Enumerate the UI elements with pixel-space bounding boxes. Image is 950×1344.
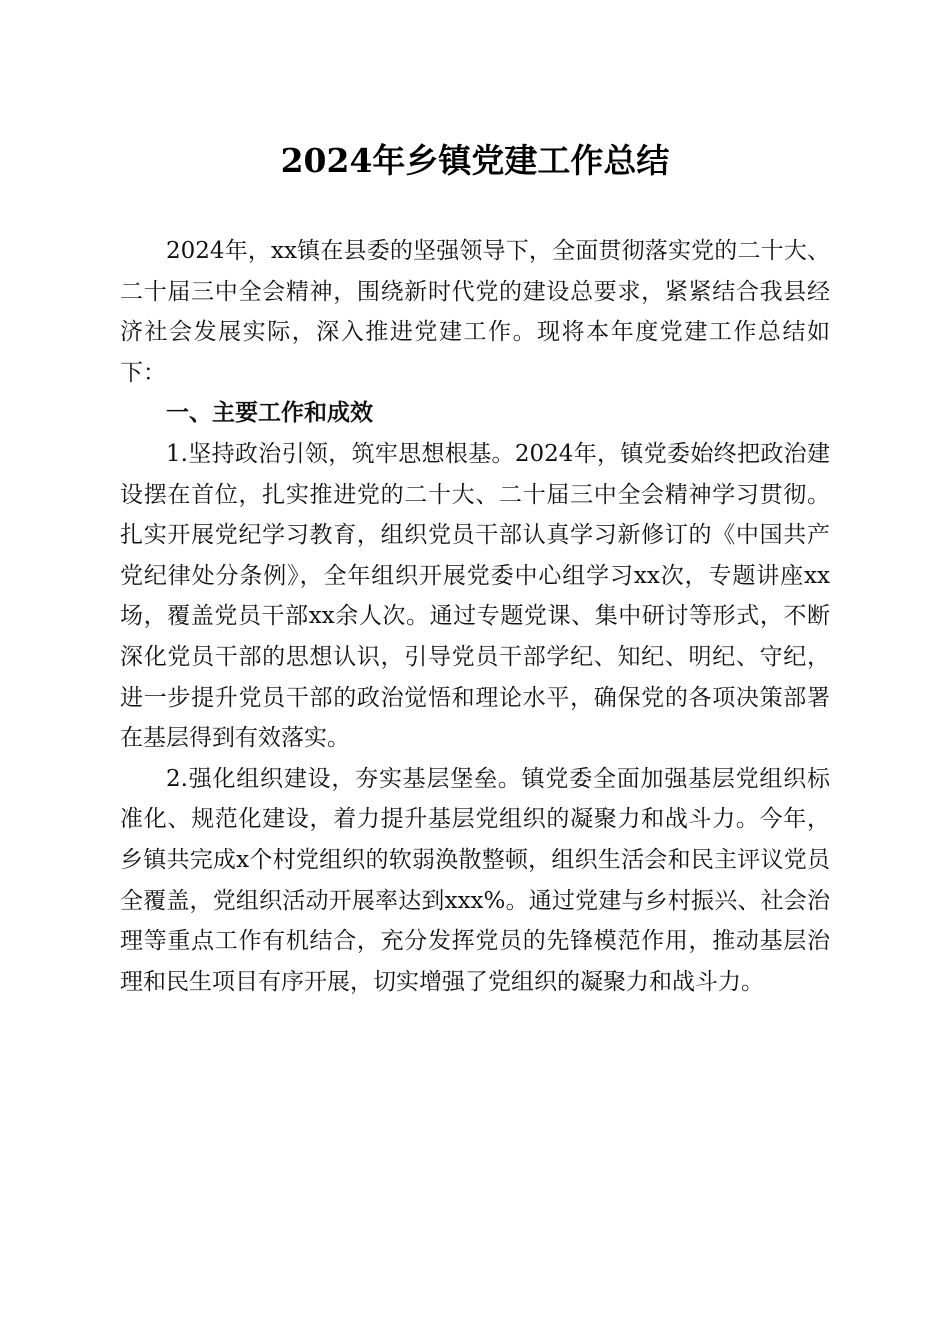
item-1-paragraph: 1.坚持政治引领，筑牢思想根基。2024年，镇党委始终把政治建设摆在首位，扎实推进党的二十大、二十届三中全会精神学习贯彻。扎实开展党纪学习教育，组织党员干部认真学习新修订的《中国共产党纪律处分条例》，全年组织开展党委中心组学习xx次，专题讲座xx场，覆盖党员干部xx余人次。通过专题党课、集中研讨等形式，不断深化党员干部的思想认识，引导党员干部学纪、知纪、明纪、守纪，进一步提升党员干部的政治觉悟和理论水平，确保党的各项决策部署在基层得到有效落实。 — [120, 440, 830, 752]
section-heading: 一、主要工作和成效 — [166, 400, 373, 427]
document-body — [120, 231, 830, 1002]
document-title: 2024年乡镇党建工作总结 — [280, 141, 670, 180]
item-2-paragraph: 2.强化组织建设，夯实基层堡垒。镇党委全面加强基层党组织标准化、规范化建设，着力提升基层党组织的凝聚力和战斗力。今年，乡镇共完成x个村党组织的软弱涣散整顿，组织生活会和民主评议党员全覆盖，党组织活动开展率达到xxx%。通过党建与乡村振兴、社会治理等重点工作有机结合，充分发挥党员的先锋模范作用，推动基层治理和民生项目有序开展，切实增强了党组织的凝聚力和战斗力。 — [120, 765, 830, 995]
intro-paragraph: 2024年，xx镇在县委的坚强领导下，全面贯彻落实党的二十大、二十届三中全会精神，围绕新时代党的建设总要求，紧紧结合我县经济社会发展实际，深入推进党建工作。现将本年度党建工作总结如下： — [120, 238, 830, 386]
